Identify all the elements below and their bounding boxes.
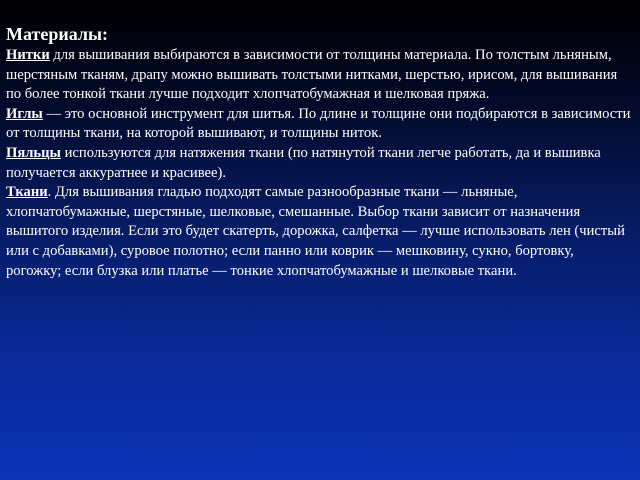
term-fabrics: Ткани [6,184,48,201]
term-needles: Иглы [6,105,43,122]
paragraph-threads [6,46,632,105]
slide-title: Материалы: [6,24,109,44]
term-threads: Нитки [6,47,50,63]
text-needles: — это основной инструмент для шитья. По длине и толщине они подбираются в зависимости от толщины ткани, на которой вышивают, и толщины ниток. [6,105,631,142]
text-threads: для вышивания выбираются в зависимости от толщины материала. По толстым льняным, шерстяным тканям, драпу можно вышивать толстыми нитками, шерстью, ирисом, для вышивания по более тонкой ткани лучше подходит хлопчатобумажная и шелковая пряжа. [6,47,618,103]
text-fabrics: . Для вышивания гладью подходят самые разнообразные ткани — льняные, хлопчатобумажные, шерстяные, шелковые, смешанные. Выбор ткани зависит от назначения вышитого изделия. Если это будет скатерть, дорожка, салфетка — лучше использовать лен (чистый или с добавками), суровое полотно; если панно или коврик — мешковину, сукно, бортовку, рогожку; если блузка или платье — тонкие хлопчатобумажные и шелковые ткани. [6,184,625,279]
paragraph-needles [6,105,632,144]
text-hoops: используются для натяжения ткани (по натянутой ткани легче работать, да и вышивка получается аккуратнее и красивее). [6,144,601,181]
paragraph-hoops [6,144,632,183]
term-hoops: Пяльцы [6,144,61,161]
paragraph-fabrics [6,183,632,281]
